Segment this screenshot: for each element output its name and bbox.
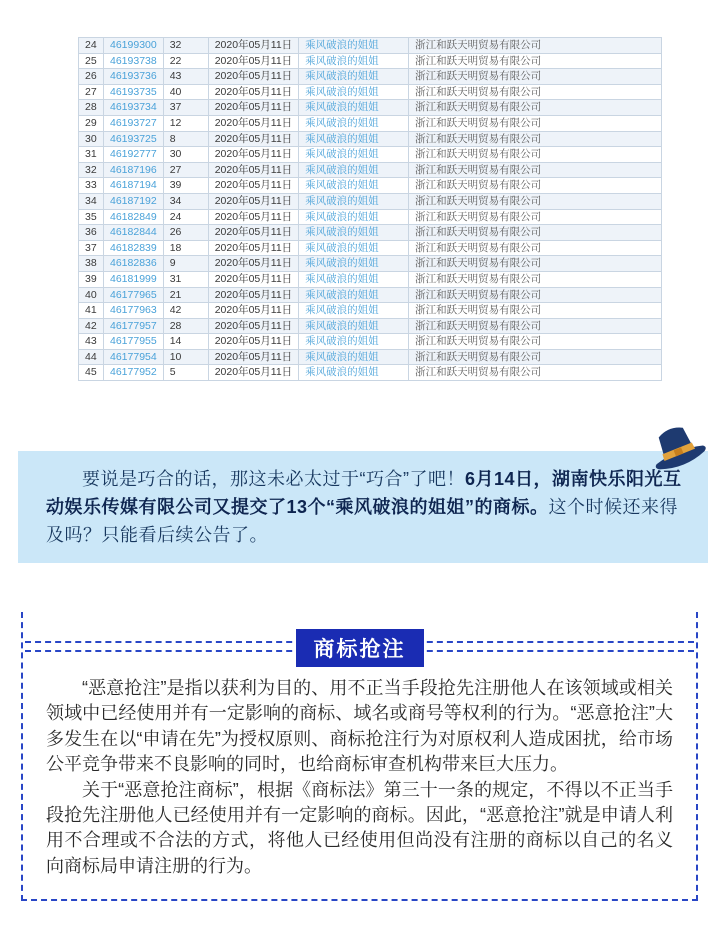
application-date: 2020年05月11日 xyxy=(208,38,298,54)
application-date: 2020年05月11日 xyxy=(208,318,298,334)
application-number-link[interactable]: 46177965 xyxy=(104,287,164,303)
row-index: 28 xyxy=(79,100,104,116)
table-row xyxy=(79,69,662,85)
application-number-link[interactable]: 46193725 xyxy=(104,131,164,147)
row-index: 34 xyxy=(79,193,104,209)
applicant-company: 浙江和跃天明贸易有限公司 xyxy=(409,69,662,85)
info-text xyxy=(18,451,708,549)
application-date: 2020年05月11日 xyxy=(208,131,298,147)
class-number: 42 xyxy=(163,303,208,319)
trademark-name-link[interactable]: 乘风破浪的姐姐 xyxy=(299,84,409,100)
info-text-bold: 6月14日，湖南快乐阳光互动娱乐传媒有限公司又提交了13个“乘风破浪的姐姐”的商标。 xyxy=(46,469,682,517)
applicant-company: 浙江和跃天明贸易有限公司 xyxy=(409,84,662,100)
application-number-link[interactable]: 46199300 xyxy=(104,38,164,54)
row-index: 38 xyxy=(79,256,104,272)
definition-paragraph-2: 关于“恶意抢注商标”，根据《商标法》第三十一条的规定，不得以不正当手段抢先注册他人已经使用并有一定影响的商标。因此，“恶意抢注”就是申请人利用不合理或不合法的方式，将他人已经使用但尚没有注册的商标以自己的名义向商标局申请注册的行为。 xyxy=(46,779,673,876)
class-number: 21 xyxy=(163,287,208,303)
row-index: 25 xyxy=(79,53,104,69)
table-row xyxy=(79,240,662,256)
table-row xyxy=(79,115,662,131)
applicant-company: 浙江和跃天明贸易有限公司 xyxy=(409,115,662,131)
row-index: 43 xyxy=(79,334,104,350)
applicant-company: 浙江和跃天明贸易有限公司 xyxy=(409,318,662,334)
trademark-name-link[interactable]: 乘风破浪的姐姐 xyxy=(299,115,409,131)
class-number: 28 xyxy=(163,318,208,334)
application-number-link[interactable]: 46182836 xyxy=(104,256,164,272)
table-row xyxy=(79,365,662,381)
info-box xyxy=(18,451,708,563)
section-title-badge: 商标抢注 xyxy=(296,629,424,667)
application-number-link[interactable]: 46187196 xyxy=(104,162,164,178)
application-date: 2020年05月11日 xyxy=(208,69,298,85)
application-date: 2020年05月11日 xyxy=(208,147,298,163)
class-number: 31 xyxy=(163,271,208,287)
application-number-link[interactable]: 46177963 xyxy=(104,303,164,319)
class-number: 10 xyxy=(163,349,208,365)
trademark-name-link[interactable]: 乘风破浪的姐姐 xyxy=(299,53,409,69)
applicant-company: 浙江和跃天明贸易有限公司 xyxy=(409,131,662,147)
definition-paragraph-1: “恶意抢注”是指以获利为目的、用不正当手段抢先注册他人在该领域或相关领域中已经使用并有一定影响的商标、域名或商号等权利的行为。“恶意抢注”大多发生在以“申请在先”为授权原则、商标抢注行为对原权利人造成困扰，给市场公平竞争带来不良影响的同时，也给商标审查机构带来巨大压力。 xyxy=(46,678,673,775)
application-number-link[interactable]: 46177952 xyxy=(104,365,164,381)
application-date: 2020年05月11日 xyxy=(208,225,298,241)
application-date: 2020年05月11日 xyxy=(208,162,298,178)
table-row xyxy=(79,303,662,319)
application-date: 2020年05月11日 xyxy=(208,271,298,287)
applicant-company: 浙江和跃天明贸易有限公司 xyxy=(409,53,662,69)
trademark-name-link[interactable]: 乘风破浪的姐姐 xyxy=(299,131,409,147)
table-row xyxy=(79,271,662,287)
class-number: 12 xyxy=(163,115,208,131)
trademark-name-link[interactable]: 乘风破浪的姐姐 xyxy=(299,334,409,350)
class-number: 43 xyxy=(163,69,208,85)
application-number-link[interactable]: 46187194 xyxy=(104,178,164,194)
application-number-link[interactable]: 46193736 xyxy=(104,69,164,85)
application-number-link[interactable]: 46177957 xyxy=(104,318,164,334)
application-number-link[interactable]: 46193735 xyxy=(104,84,164,100)
class-number: 9 xyxy=(163,256,208,272)
trademark-name-link[interactable]: 乘风破浪的姐姐 xyxy=(299,162,409,178)
row-index: 26 xyxy=(79,69,104,85)
applicant-company: 浙江和跃天明贸易有限公司 xyxy=(409,240,662,256)
application-date: 2020年05月11日 xyxy=(208,53,298,69)
application-date: 2020年05月11日 xyxy=(208,256,298,272)
applicant-company: 浙江和跃天明贸易有限公司 xyxy=(409,38,662,54)
row-index: 27 xyxy=(79,84,104,100)
table-row xyxy=(79,225,662,241)
applicant-company: 浙江和跃天明贸易有限公司 xyxy=(409,334,662,350)
application-date: 2020年05月11日 xyxy=(208,287,298,303)
class-number: 8 xyxy=(163,131,208,147)
definition-section xyxy=(21,612,698,901)
info-text-before: 要说是巧合的话，那这未必太过于“巧合”了吧！ xyxy=(82,469,465,489)
application-number-link[interactable]: 46177954 xyxy=(104,349,164,365)
table-row xyxy=(79,84,662,100)
row-index: 29 xyxy=(79,115,104,131)
application-number-link[interactable]: 46177955 xyxy=(104,334,164,350)
class-number: 18 xyxy=(163,240,208,256)
trademark-name-link[interactable]: 乘风破浪的姐姐 xyxy=(299,100,409,116)
trademark-name-link[interactable]: 乘风破浪的姐姐 xyxy=(299,240,409,256)
trademark-table xyxy=(78,37,662,381)
trademark-name-link[interactable]: 乘风破浪的姐姐 xyxy=(299,193,409,209)
table-row xyxy=(79,287,662,303)
table-row xyxy=(79,162,662,178)
trademark-name-link[interactable]: 乘风破浪的姐姐 xyxy=(299,303,409,319)
class-number: 32 xyxy=(163,38,208,54)
class-number: 37 xyxy=(163,100,208,116)
trademark-name-link[interactable]: 乘风破浪的姐姐 xyxy=(299,271,409,287)
trademark-table-body xyxy=(79,38,662,381)
class-number: 14 xyxy=(163,334,208,350)
class-number: 22 xyxy=(163,53,208,69)
applicant-company: 浙江和跃天明贸易有限公司 xyxy=(409,271,662,287)
top-hat-icon xyxy=(646,421,712,481)
row-index: 32 xyxy=(79,162,104,178)
application-date: 2020年05月11日 xyxy=(208,209,298,225)
class-number: 24 xyxy=(163,209,208,225)
applicant-company: 浙江和跃天明贸易有限公司 xyxy=(409,225,662,241)
info-text-after: 这个时候还来得及吗？只能看后续公告了。 xyxy=(46,497,679,545)
application-date: 2020年05月11日 xyxy=(208,115,298,131)
trademark-name-link[interactable]: 乘风破浪的姐姐 xyxy=(299,147,409,163)
trademark-name-link[interactable]: 乘风破浪的姐姐 xyxy=(299,178,409,194)
trademark-name-link[interactable]: 乘风破浪的姐姐 xyxy=(299,38,409,54)
applicant-company: 浙江和跃天明贸易有限公司 xyxy=(409,100,662,116)
application-number-link[interactable]: 46182849 xyxy=(104,209,164,225)
applicant-company: 浙江和跃天明贸易有限公司 xyxy=(409,193,662,209)
row-index: 44 xyxy=(79,349,104,365)
applicant-company: 浙江和跃天明贸易有限公司 xyxy=(409,349,662,365)
application-date: 2020年05月11日 xyxy=(208,193,298,209)
class-number: 30 xyxy=(163,147,208,163)
applicant-company: 浙江和跃天明贸易有限公司 xyxy=(409,287,662,303)
table-row xyxy=(79,209,662,225)
application-number-link[interactable]: 46182844 xyxy=(104,225,164,241)
application-number-link[interactable]: 46193727 xyxy=(104,115,164,131)
row-index: 33 xyxy=(79,178,104,194)
trademark-name-link[interactable]: 乘风破浪的姐姐 xyxy=(299,69,409,85)
application-number-link[interactable]: 46193738 xyxy=(104,53,164,69)
application-date: 2020年05月11日 xyxy=(208,178,298,194)
class-number: 27 xyxy=(163,162,208,178)
class-number: 5 xyxy=(163,365,208,381)
row-index: 36 xyxy=(79,225,104,241)
applicant-company: 浙江和跃天明贸易有限公司 xyxy=(409,147,662,163)
table-row xyxy=(79,318,662,334)
application-date: 2020年05月11日 xyxy=(208,334,298,350)
trademark-name-link[interactable]: 乘风破浪的姐姐 xyxy=(299,365,409,381)
application-number-link[interactable]: 46182839 xyxy=(104,240,164,256)
applicant-company: 浙江和跃天明贸易有限公司 xyxy=(409,365,662,381)
table-row xyxy=(79,100,662,116)
row-index: 40 xyxy=(79,287,104,303)
application-date: 2020年05月11日 xyxy=(208,100,298,116)
application-number-link[interactable]: 46192777 xyxy=(104,147,164,163)
table-row xyxy=(79,193,662,209)
row-index: 42 xyxy=(79,318,104,334)
table-row xyxy=(79,256,662,272)
row-index: 31 xyxy=(79,147,104,163)
applicant-company: 浙江和跃天明贸易有限公司 xyxy=(409,303,662,319)
application-date: 2020年05月11日 xyxy=(208,365,298,381)
row-index: 24 xyxy=(79,38,104,54)
application-date: 2020年05月11日 xyxy=(208,303,298,319)
row-index: 39 xyxy=(79,271,104,287)
row-index: 41 xyxy=(79,303,104,319)
table-row xyxy=(79,334,662,350)
class-number: 40 xyxy=(163,84,208,100)
trademark-name-link[interactable]: 乘风破浪的姐姐 xyxy=(299,349,409,365)
trademark-name-link[interactable]: 乘风破浪的姐姐 xyxy=(299,287,409,303)
trademark-name-link[interactable]: 乘风破浪的姐姐 xyxy=(299,225,409,241)
applicant-company: 浙江和跃天明贸易有限公司 xyxy=(409,178,662,194)
applicant-company: 浙江和跃天明贸易有限公司 xyxy=(409,209,662,225)
row-index: 45 xyxy=(79,365,104,381)
application-number-link[interactable]: 46181999 xyxy=(104,271,164,287)
table-row xyxy=(79,178,662,194)
application-date: 2020年05月11日 xyxy=(208,349,298,365)
table-row xyxy=(79,147,662,163)
table-row xyxy=(79,131,662,147)
table-row xyxy=(79,349,662,365)
application-number-link[interactable]: 46193734 xyxy=(104,100,164,116)
trademark-name-link[interactable]: 乘风破浪的姐姐 xyxy=(299,318,409,334)
row-index: 37 xyxy=(79,240,104,256)
application-number-link[interactable]: 46187192 xyxy=(104,193,164,209)
table-row xyxy=(79,38,662,54)
applicant-company: 浙江和跃天明贸易有限公司 xyxy=(409,256,662,272)
class-number: 26 xyxy=(163,225,208,241)
trademark-name-link[interactable]: 乘风破浪的姐姐 xyxy=(299,256,409,272)
row-index: 35 xyxy=(79,209,104,225)
trademark-name-link[interactable]: 乘风破浪的姐姐 xyxy=(299,209,409,225)
application-date: 2020年05月11日 xyxy=(208,240,298,256)
table-row xyxy=(79,53,662,69)
row-index: 30 xyxy=(79,131,104,147)
class-number: 39 xyxy=(163,178,208,194)
applicant-company: 浙江和跃天明贸易有限公司 xyxy=(409,162,662,178)
class-number: 34 xyxy=(163,193,208,209)
application-date: 2020年05月11日 xyxy=(208,84,298,100)
